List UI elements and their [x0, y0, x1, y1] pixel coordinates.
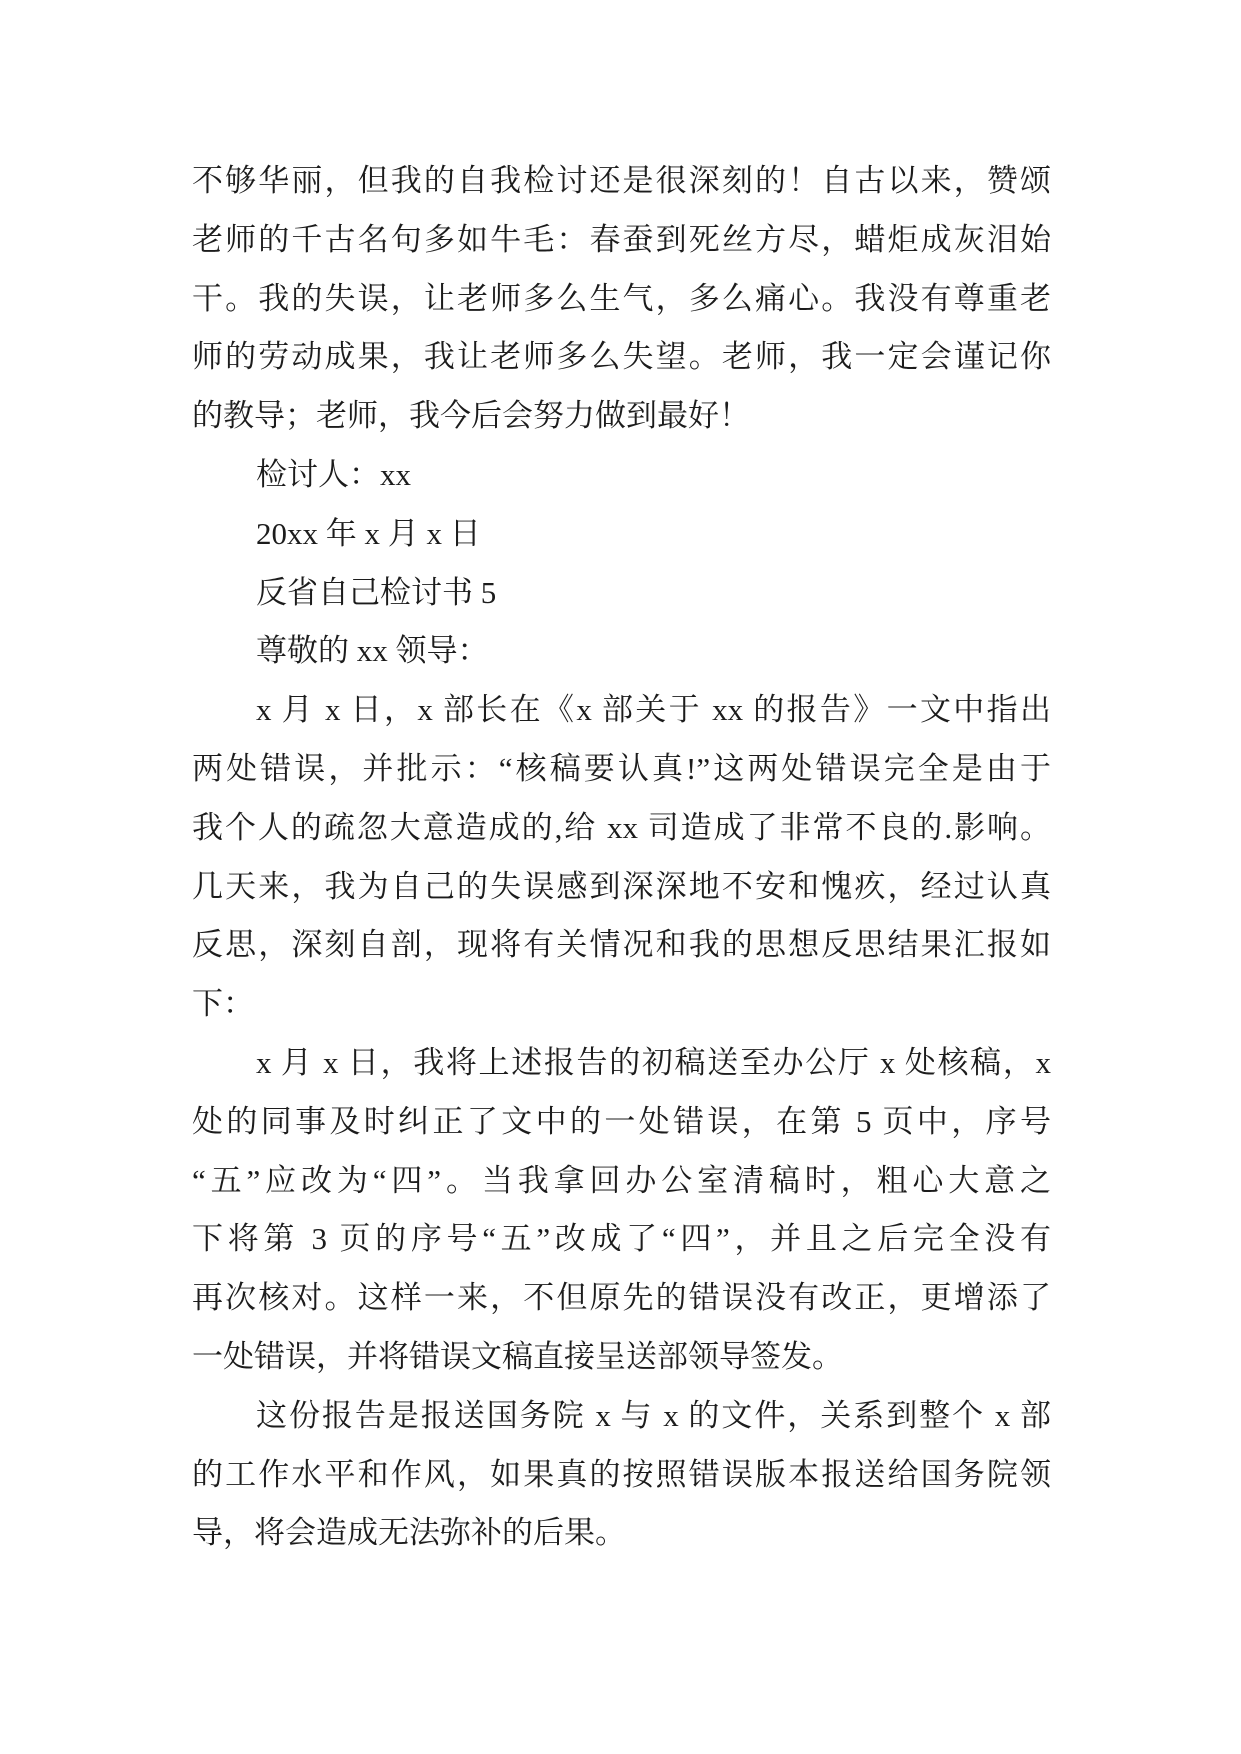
text-line: 处的同事及时纠正了文中的一处错误，在第 5 页中，序号	[192, 1103, 1051, 1139]
text-line: 不够华丽，但我的自我检讨还是很深刻的！自古以来，赞颂	[192, 163, 1051, 198]
text-line: x 月 x 日，x 部长在《x 部关于 xx 的报告》一文中指出	[256, 692, 1051, 728]
text-line: 反思，深刻自剖，现将有关情况和我的思想反思结果汇报如	[192, 927, 1051, 963]
text-line: 我个人的疏忽大意造成的,给 xx 司造成了非常不良的.影响。	[192, 809, 1051, 845]
text-line: 反省自己检讨书 5	[256, 574, 497, 610]
text-line: 检讨人：xx	[256, 456, 411, 492]
text-line: 导，将会造成无法弥补的后果。	[192, 1515, 626, 1551]
text-line: 两处错误，并批示：“核稿要认真!”这两处错误完全是由于	[192, 750, 1051, 786]
text-line: 尊敬的 xx 领导：	[256, 633, 489, 669]
signature-name	[192, 446, 1051, 505]
text-line: 再次核对。这样一来，不但原先的错误没有改正，更增添了	[192, 1280, 1051, 1316]
text-line: 师的劳动成果，我让老师多么失望。老师，我一定会谨记你	[192, 339, 1051, 375]
text-line: 干。我的失误，让老师多么生气，多么痛心。我没有尊重老	[192, 280, 1051, 316]
section-heading	[192, 564, 1051, 623]
paragraph	[192, 1387, 1051, 1563]
text-line: 下：	[192, 986, 254, 1022]
text-line: 的工作水平和作风，如果真的按照错误版本报送给国务院领	[192, 1456, 1051, 1492]
paragraph	[192, 1034, 1051, 1387]
text-line: 这份报告是报送国务院 x 与 x 的文件，关系到整个 x 部	[256, 1397, 1051, 1433]
text-line: “五”应改为“四”。当我拿回办公室清稿时，粗心大意之	[192, 1162, 1051, 1198]
paragraph	[192, 681, 1051, 1034]
text-line: 老师的千古名句多如牛毛：春蚕到死丝方尽，蜡炬成灰泪始	[192, 221, 1051, 257]
text-line: 20xx 年 x 月 x 日	[256, 515, 481, 551]
document-body	[192, 152, 1051, 1563]
paragraph	[192, 152, 1051, 446]
signature-date	[192, 505, 1051, 564]
salutation	[192, 622, 1051, 681]
text-line: x 月 x 日，我将上述报告的初稿送至办公厅 x 处核稿，x	[256, 1044, 1051, 1080]
text-line: 几天来，我为自己的失误感到深深地不安和愧疚，经过认真	[192, 868, 1051, 904]
text-line: 一处错误，并将错误文稿直接呈送部领导签发。	[192, 1338, 843, 1374]
text-line: 下将第 3 页的序号“五”改成了“四”，并且之后完全没有	[192, 1221, 1051, 1257]
text-line: 的教导；老师，我今后会努力做到最好！	[192, 398, 750, 434]
